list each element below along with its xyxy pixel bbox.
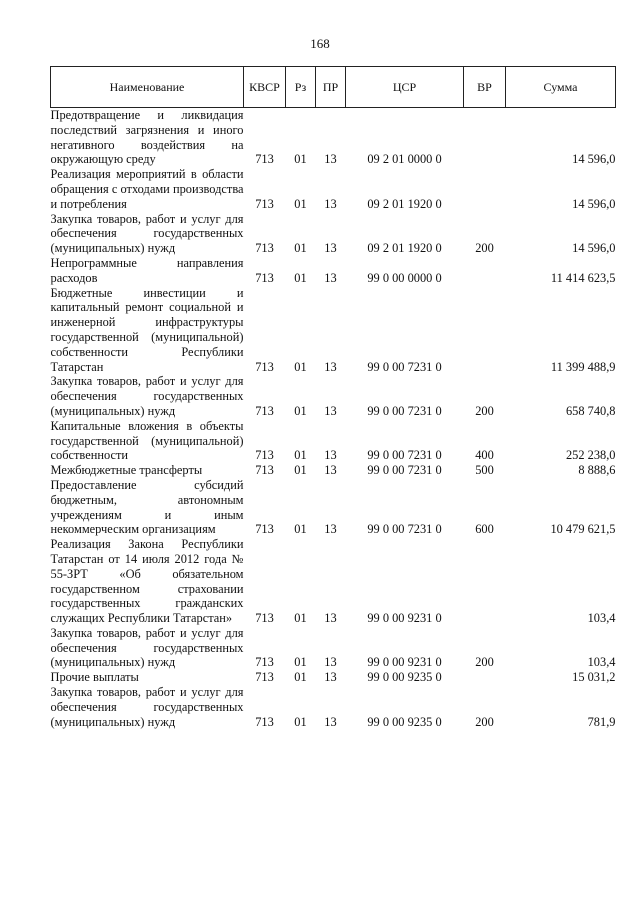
row-kvsr: 713 <box>255 403 274 418</box>
row-csr: 99 0 00 9231 0 <box>367 655 442 670</box>
header-name: Наименование <box>51 67 244 108</box>
row-sum: 11 414 623,5 <box>550 270 616 285</box>
table-row <box>51 374 616 418</box>
row-rz: 01 <box>294 463 307 478</box>
row-pr: 13 <box>324 270 337 285</box>
row-csr: 99 0 00 7231 0 <box>367 522 442 537</box>
row-pr: 13 <box>324 611 337 626</box>
row-sum: 8 888,6 <box>578 463 616 478</box>
row-vr: 200 <box>475 403 494 418</box>
row-vr: 200 <box>475 714 494 729</box>
header-rz: Рз <box>286 67 316 108</box>
table-row <box>51 537 616 626</box>
header-vr: ВР <box>464 67 506 108</box>
row-pr: 13 <box>324 152 337 167</box>
row-pr: 13 <box>324 241 337 256</box>
row-rz: 01 <box>294 714 307 729</box>
row-name: Реализация Закона Республики Татарстан от 14 июля 2012 года № 55-ЗРТ «Об обязательном государственном страховании государственных гражданских служащих Республики Татарстан» <box>50 537 244 626</box>
row-kvsr: 713 <box>255 152 274 167</box>
row-kvsr: 713 <box>255 670 274 685</box>
row-csr: 09 2 01 1920 0 <box>367 241 442 256</box>
row-pr: 13 <box>324 670 337 685</box>
budget-table <box>50 66 616 729</box>
row-pr: 13 <box>324 655 337 670</box>
row-vr <box>464 670 506 685</box>
row-kvsr: 713 <box>255 241 274 256</box>
row-sum: 15 031,2 <box>572 670 616 685</box>
row-sum: 14 596,0 <box>572 152 616 167</box>
table-row <box>51 478 616 537</box>
table-row <box>51 685 616 729</box>
row-kvsr: 713 <box>255 196 274 211</box>
page-number: 168 <box>310 36 330 51</box>
table-row <box>51 212 616 256</box>
row-pr: 13 <box>324 196 337 211</box>
row-vr: 400 <box>475 448 494 463</box>
row-sum: 14 596,0 <box>572 241 616 256</box>
row-kvsr: 713 <box>255 270 274 285</box>
table-header <box>51 67 616 108</box>
row-name: Закупка товаров, работ и услуг для обеспечения государственных (муниципальных) нужд <box>50 625 244 670</box>
row-name: Предотвращение и ликвидация последствий загрязнения и иного негативного воздействия на окружающую среду <box>50 108 244 167</box>
row-sum: 103,4 <box>587 655 616 670</box>
row-name: Реализация мероприятий в области обращения с отходами производства и потребления <box>50 167 244 211</box>
row-kvsr: 713 <box>255 522 274 537</box>
row-vr <box>464 108 506 168</box>
row-pr: 13 <box>324 359 337 374</box>
table-row <box>51 463 616 478</box>
row-vr: 500 <box>475 463 494 478</box>
table-row <box>51 286 616 375</box>
row-rz: 01 <box>294 670 307 685</box>
row-rz: 01 <box>294 655 307 670</box>
row-name: Предоставление субсидий бюджетным, автономным учреждениям и иным некоммерческим организациям <box>50 477 244 537</box>
row-sum: 11 399 488,9 <box>550 359 616 374</box>
row-csr: 99 0 00 7231 0 <box>367 448 442 463</box>
row-vr: 600 <box>475 522 494 537</box>
row-rz: 01 <box>294 522 307 537</box>
row-kvsr: 713 <box>255 655 274 670</box>
row-kvsr: 713 <box>255 448 274 463</box>
row-name: Прочие выплаты <box>50 670 139 685</box>
row-kvsr: 713 <box>255 463 274 478</box>
row-sum: 103,4 <box>587 611 616 626</box>
header-row <box>51 67 616 108</box>
row-name: Закупка товаров, работ и услуг для обеспечения государственных (муниципальных) нужд <box>50 374 244 418</box>
row-csr: 99 0 00 7231 0 <box>367 403 442 418</box>
row-pr: 13 <box>324 463 337 478</box>
table-row <box>51 419 616 463</box>
row-csr: 09 2 01 0000 0 <box>367 152 442 167</box>
row-sum: 658 740,8 <box>565 403 616 418</box>
header-sum: Сумма <box>506 67 616 108</box>
header-kvsr: КВСР <box>244 67 286 108</box>
row-csr: 09 2 01 1920 0 <box>367 196 442 211</box>
row-vr <box>464 167 506 211</box>
row-sum: 10 479 621,5 <box>550 522 616 537</box>
row-rz: 01 <box>294 611 307 626</box>
table-row <box>51 256 616 286</box>
row-vr <box>464 256 506 286</box>
header-pr: ПР <box>316 67 346 108</box>
row-name: Закупка товаров, работ и услуг для обеспечения государственных (муниципальных) нужд <box>50 211 244 256</box>
row-rz: 01 <box>294 403 307 418</box>
row-pr: 13 <box>324 714 337 729</box>
row-pr: 13 <box>324 448 337 463</box>
row-rz: 01 <box>294 359 307 374</box>
table-body <box>51 108 616 730</box>
row-kvsr: 713 <box>255 359 274 374</box>
row-sum: 781,9 <box>587 714 616 729</box>
row-csr: 99 0 00 7231 0 <box>367 359 442 374</box>
row-rz: 01 <box>294 270 307 285</box>
table-row <box>51 108 616 168</box>
row-rz: 01 <box>294 241 307 256</box>
row-rz: 01 <box>294 196 307 211</box>
row-name: Межбюджетные трансферты <box>50 463 203 478</box>
row-vr: 200 <box>475 655 494 670</box>
row-sum: 14 596,0 <box>572 196 616 211</box>
row-name: Капитальные вложения в объекты государственной (муниципальной) собственности <box>50 418 244 463</box>
row-rz: 01 <box>294 448 307 463</box>
row-pr: 13 <box>324 403 337 418</box>
row-name: Закупка товаров, работ и услуг для обеспечения государственных (муниципальных) нужд <box>50 685 244 729</box>
row-sum: 252 238,0 <box>565 448 616 463</box>
row-csr: 99 0 00 7231 0 <box>367 463 442 478</box>
row-name: Бюджетные инвестиции и капитальный ремонт социальной и инженерной инфраструктуры государственной (муниципальной) собственности Республики Татарстан <box>50 285 244 374</box>
row-rz: 01 <box>294 152 307 167</box>
header-csr: ЦСР <box>346 67 464 108</box>
row-csr: 99 0 00 9235 0 <box>367 670 442 685</box>
table-row <box>51 626 616 670</box>
row-vr <box>464 537 506 626</box>
row-csr: 99 0 00 9235 0 <box>367 714 442 729</box>
row-pr: 13 <box>324 522 337 537</box>
row-csr: 99 0 00 9231 0 <box>367 611 442 626</box>
row-kvsr: 713 <box>255 714 274 729</box>
row-csr: 99 0 00 0000 0 <box>367 270 442 285</box>
row-name: Непрограммные направления расходов <box>50 255 244 285</box>
table-row <box>51 167 616 211</box>
row-kvsr: 713 <box>255 611 274 626</box>
table-row <box>51 670 616 685</box>
row-vr: 200 <box>475 241 494 256</box>
row-vr <box>464 286 506 375</box>
